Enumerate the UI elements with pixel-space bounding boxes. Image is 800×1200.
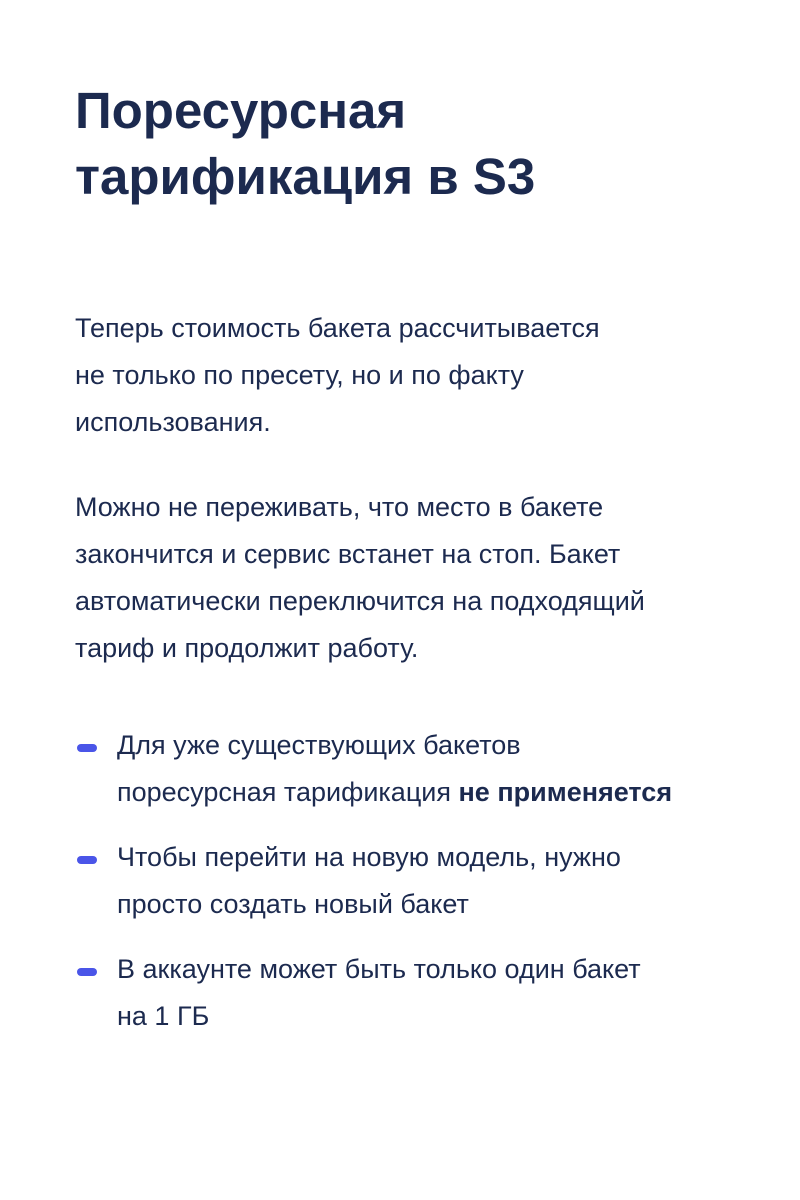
bullet-3-line-1: В аккаунте может быть только один бакет	[117, 954, 641, 984]
details-paragraph	[75, 484, 740, 672]
details-line-2: закончится и сервис встанет на стоп. Бакет	[75, 539, 621, 569]
bullet-1-line-1: Для уже существующих бакетов	[117, 730, 521, 760]
intro-line-3: использования.	[75, 407, 271, 437]
details-line-4: тариф и продолжит работу.	[75, 633, 419, 663]
bullet-dash-icon	[77, 744, 97, 752]
details-line-1: Можно не переживать, что место в бакете	[75, 492, 604, 522]
title-line-1: Поресурсная	[75, 82, 407, 139]
details-line-3: автоматически переключится на подходящий	[75, 586, 645, 616]
title-line-2: тарификация в S3	[75, 148, 536, 205]
intro-line-1: Теперь стоимость бакета рассчитывается	[75, 313, 600, 343]
list-item	[75, 722, 740, 816]
bullet-dash-icon	[77, 856, 97, 864]
bullet-2-line-1: Чтобы перейти на новую модель, нужно	[117, 842, 621, 872]
page-title	[75, 78, 740, 210]
bullet-list	[75, 722, 740, 1040]
bullet-3-line-2: на 1 ГБ	[117, 1001, 210, 1031]
bullet-2-line-2: просто создать новый бакет	[117, 889, 469, 919]
bullet-1-line-2	[117, 769, 740, 816]
bullet-1-line-2-text: поресурсная тарификация	[117, 777, 459, 807]
intro-paragraph	[75, 305, 740, 446]
intro-line-2: не только по пресету, но и по факту	[75, 360, 524, 390]
list-item	[75, 946, 740, 1040]
bullet-1-emphasis: не применяется	[458, 777, 673, 807]
list-item	[75, 834, 740, 928]
bullet-dash-icon	[77, 968, 97, 976]
